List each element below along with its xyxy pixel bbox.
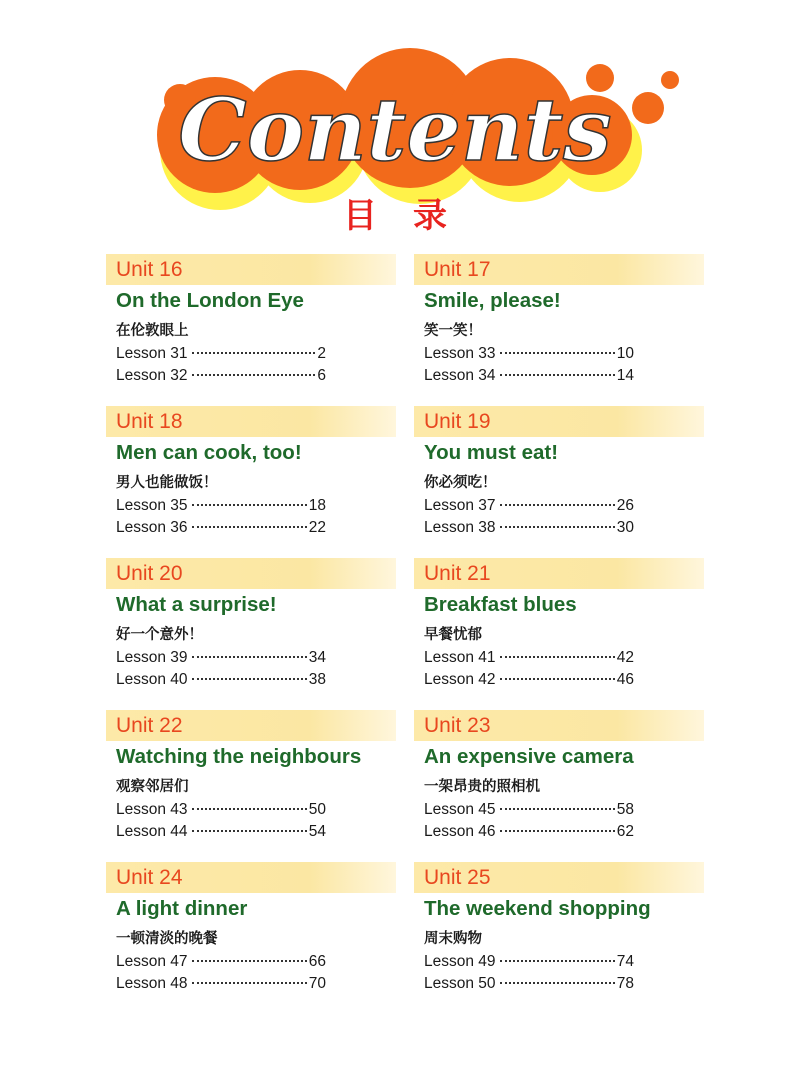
lesson-name: Lesson 45 [424, 801, 496, 818]
lesson-entry[interactable] [116, 367, 326, 389]
unit-chinese-title: 一顿清淡的晚餐 [116, 931, 218, 947]
unit-chinese-title: 好一个意外！ [116, 627, 203, 643]
lesson-name: Lesson 48 [116, 975, 188, 992]
unit-label: Unit 20 [106, 558, 396, 589]
lesson-page-number: 50 [308, 801, 326, 818]
lesson-entry[interactable] [116, 975, 326, 997]
unit-block [414, 558, 704, 710]
unit-block [414, 406, 704, 558]
dot-leader [500, 960, 615, 962]
lesson-entry[interactable] [424, 497, 634, 519]
unit-title: Watching the neighbours [116, 745, 362, 768]
lesson-page-number: 58 [616, 801, 634, 818]
unit-label: Unit 21 [414, 558, 704, 589]
units-grid [106, 254, 702, 1014]
dot-leader [500, 678, 615, 680]
lesson-page-number: 46 [616, 671, 634, 688]
unit-block [106, 710, 396, 862]
lesson-entry[interactable] [116, 823, 326, 845]
lesson-page-number: 38 [308, 671, 326, 688]
lesson-name: Lesson 31 [116, 345, 188, 362]
lesson-page-number: 66 [308, 953, 326, 970]
lesson-entry[interactable] [116, 497, 326, 519]
unit-chinese-title: 一架昂贵的照相机 [424, 779, 540, 795]
lesson-list [414, 497, 704, 541]
lesson-entry[interactable] [116, 519, 326, 541]
unit-label: Unit 23 [414, 710, 704, 741]
lesson-list [106, 497, 396, 541]
lesson-page-number: 42 [616, 649, 634, 666]
lesson-page-number: 26 [616, 497, 634, 514]
lesson-name: Lesson 43 [116, 801, 188, 818]
dot-leader [192, 352, 316, 354]
unit-title: What a surprise! [116, 593, 277, 616]
lesson-page-number: 18 [308, 497, 326, 514]
lesson-list [106, 953, 396, 997]
dot-leader [192, 982, 307, 984]
dot-leader [500, 982, 615, 984]
lesson-entry[interactable] [424, 519, 634, 541]
lesson-entry[interactable] [424, 975, 634, 997]
lesson-name: Lesson 46 [424, 823, 496, 840]
lesson-entry[interactable] [424, 649, 634, 671]
unit-chinese-title: 早餐忧郁 [424, 627, 482, 643]
unit-chinese-title: 笑一笑！ [424, 323, 482, 339]
lesson-name: Lesson 40 [116, 671, 188, 688]
unit-chinese-title: 男人也能做饭！ [116, 475, 218, 491]
unit-label: Unit 24 [106, 862, 396, 893]
unit-title: A light dinner [116, 897, 248, 920]
lesson-list [106, 345, 396, 389]
dot-leader [500, 504, 615, 506]
contents-subtitle: 目录 [343, 196, 483, 236]
lesson-entry[interactable] [116, 649, 326, 671]
lesson-entry[interactable] [116, 671, 326, 693]
lesson-name: Lesson 50 [424, 975, 496, 992]
lesson-list [414, 953, 704, 997]
lesson-name: Lesson 49 [424, 953, 496, 970]
unit-block [414, 254, 704, 406]
lesson-entry[interactable] [424, 953, 634, 975]
dot-leader [192, 526, 307, 528]
lesson-entry[interactable] [424, 671, 634, 693]
lesson-entry[interactable] [116, 801, 326, 823]
unit-chinese-title: 你必须吃！ [424, 475, 497, 491]
unit-block [106, 862, 396, 1014]
lesson-list [414, 649, 704, 693]
dot-leader [500, 374, 615, 376]
lesson-name: Lesson 36 [116, 519, 188, 536]
unit-title: Breakfast blues [424, 593, 577, 616]
unit-title: Smile, please! [424, 289, 561, 312]
lesson-name: Lesson 37 [424, 497, 496, 514]
lesson-name: Lesson 34 [424, 367, 496, 384]
lesson-name: Lesson 39 [116, 649, 188, 666]
unit-block [106, 254, 396, 406]
lesson-name: Lesson 35 [116, 497, 188, 514]
lesson-list [414, 345, 704, 389]
lesson-name: Lesson 44 [116, 823, 188, 840]
unit-block [414, 710, 704, 862]
unit-label: Unit 19 [414, 406, 704, 437]
lesson-page-number: 2 [317, 345, 326, 362]
lesson-entry[interactable] [424, 345, 634, 367]
dot-leader [192, 808, 307, 810]
dot-leader [192, 656, 307, 658]
lesson-page-number: 70 [308, 975, 326, 992]
unit-label: Unit 17 [414, 254, 704, 285]
unit-title: Men can cook, too! [116, 441, 302, 464]
lesson-page-number: 74 [616, 953, 634, 970]
lesson-entry[interactable] [424, 823, 634, 845]
unit-title: An expensive camera [424, 745, 634, 768]
unit-chinese-title: 在伦敦眼上 [116, 323, 189, 339]
unit-label: Unit 25 [414, 862, 704, 893]
dot-leader [500, 656, 615, 658]
lesson-entry[interactable] [116, 953, 326, 975]
lesson-page-number: 34 [308, 649, 326, 666]
lesson-list [106, 649, 396, 693]
lesson-list [414, 801, 704, 845]
unit-chinese-title: 观察邻居们 [116, 779, 189, 795]
dot-leader [500, 830, 615, 832]
unit-block [414, 862, 704, 1014]
dot-leader [192, 678, 307, 680]
contents-header [0, 0, 790, 240]
lesson-page-number: 10 [616, 345, 634, 362]
unit-block [106, 558, 396, 710]
contents-title: Contents [178, 80, 612, 181]
dot-leader [192, 504, 307, 506]
unit-label: Unit 18 [106, 406, 396, 437]
lesson-entry[interactable] [424, 367, 634, 389]
dot-leader [192, 830, 307, 832]
dot-leader [500, 526, 615, 528]
unit-title: On the London Eye [116, 289, 304, 312]
lesson-entry[interactable] [424, 801, 634, 823]
lesson-name: Lesson 33 [424, 345, 496, 362]
dot-leader [500, 808, 615, 810]
unit-title: You must eat! [424, 441, 559, 464]
lesson-page-number: 14 [616, 367, 634, 384]
unit-label: Unit 16 [106, 254, 396, 285]
lesson-page-number: 78 [616, 975, 634, 992]
lesson-entry[interactable] [116, 345, 326, 367]
unit-title: The weekend shopping [424, 897, 651, 920]
lesson-name: Lesson 42 [424, 671, 496, 688]
lesson-name: Lesson 32 [116, 367, 188, 384]
unit-label: Unit 22 [106, 710, 396, 741]
lesson-name: Lesson 47 [116, 953, 188, 970]
lesson-name: Lesson 38 [424, 519, 496, 536]
lesson-page-number: 30 [616, 519, 634, 536]
unit-block [106, 406, 396, 558]
unit-chinese-title: 周末购物 [424, 931, 482, 947]
lesson-page-number: 54 [308, 823, 326, 840]
dot-leader [192, 960, 307, 962]
lesson-list [106, 801, 396, 845]
dot-leader [500, 352, 615, 354]
lesson-page-number: 6 [317, 367, 326, 384]
dot-leader [192, 374, 316, 376]
lesson-name: Lesson 41 [424, 649, 496, 666]
lesson-page-number: 22 [308, 519, 326, 536]
lesson-page-number: 62 [616, 823, 634, 840]
